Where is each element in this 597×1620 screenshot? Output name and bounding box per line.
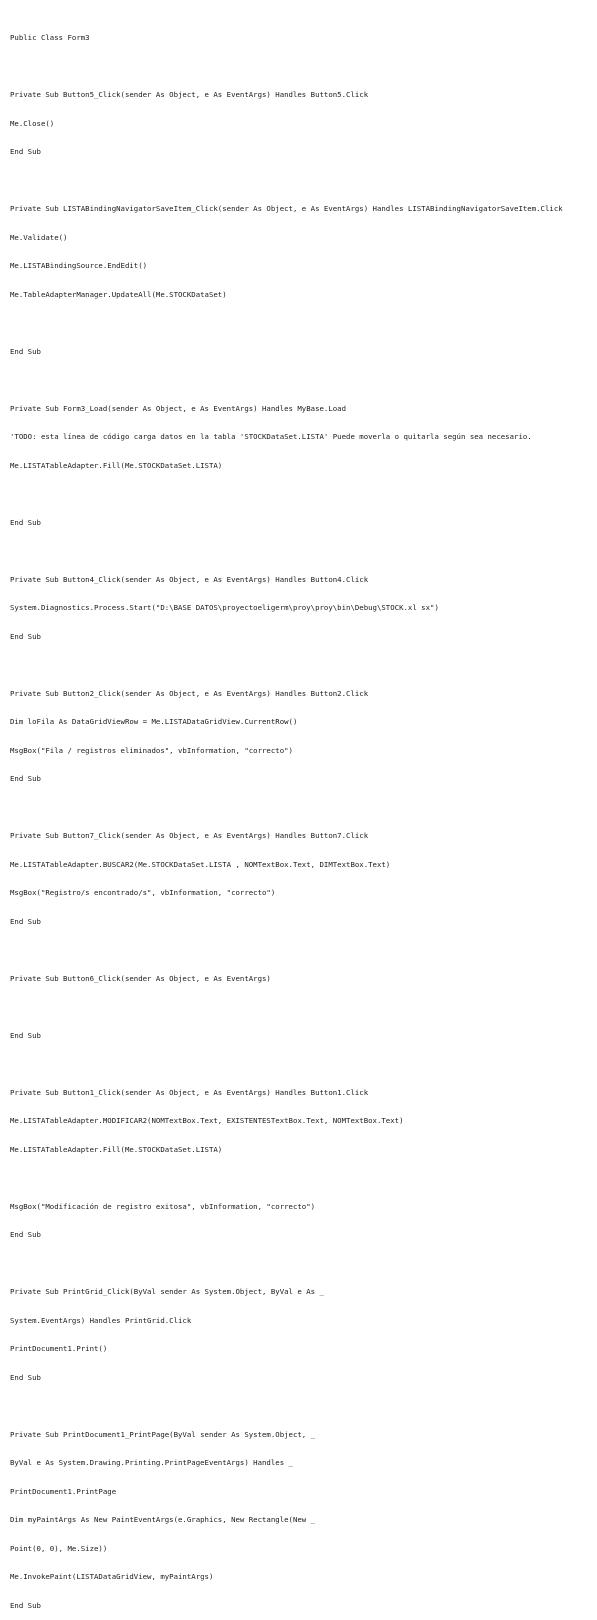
code-line: Public Class Form3 <box>10 33 90 42</box>
blank-line <box>10 803 590 813</box>
blank-line <box>10 660 590 670</box>
code-line: Private Sub PrintDocument1_PrintPage(ByVal sender As System.Object, _ <box>10 1429 316 1439</box>
code-line: End Sub <box>10 774 41 783</box>
blank-line <box>10 375 590 385</box>
code-line: PrintDocument1.PrintPage <box>10 1486 117 1496</box>
blank-line <box>10 945 590 955</box>
code-line: Private Sub Button6_Click(sender As Object, e As EventArgs) <box>10 973 271 983</box>
code-line: Private Sub Button4_Click(sender As Object, e As EventArgs) Handles Button4.Click <box>10 574 369 584</box>
code-line: System.EventArgs) Handles PrintGrid.Click <box>10 1315 192 1325</box>
code-line: MsgBox("Fila / registros eliminados", vbInformation, "correcto") <box>10 745 293 755</box>
code-line: Private Sub Button2_Click(sender As Object, e As EventArgs) Handles Button2.Click <box>10 688 369 698</box>
code-line: Dim loFila As DataGridViewRow = Me.LISTADataGridView.CurrentRow() <box>10 717 298 726</box>
blank-line <box>10 489 590 499</box>
code-line: Me.LISTATableAdapter.Fill(Me.STOCKDataSet.LISTA) <box>10 1144 223 1154</box>
code-line: Me.TableAdapterManager.UpdateAll(Me.STOCKDataSet) <box>10 289 227 299</box>
code-line: Private Sub PrintGrid_Click(ByVal sender As System.Object, ByVal e As _ <box>10 1287 324 1296</box>
code-line: Private Sub Form3_Load(sender As Object, e As EventArgs) Handles MyBase.Load <box>10 403 347 413</box>
code-line: MsgBox("Registro/s encontrado/s", vbInformation, "correcto") <box>10 888 276 897</box>
code-line: End Sub <box>10 1030 41 1040</box>
code-line: End Sub <box>10 631 41 641</box>
code-line: Me.InvokePaint(LISTADataGridView, myPaintArgs) <box>10 1572 214 1581</box>
blank-line <box>10 1259 590 1269</box>
code-line: End Sub <box>10 1372 41 1382</box>
code-line: Private Sub Button1_Click(sender As Object, e As EventArgs) Handles Button1.Click <box>10 1087 369 1097</box>
code-line: Me.Close() <box>10 118 55 128</box>
code-line: Private Sub Button5_Click(sender As Object, e As EventArgs) Handles Button5.Click <box>10 90 369 99</box>
code-line: Dim myPaintArgs As New PaintEventArgs(e.Graphics, New Rectangle(New _ <box>10 1515 316 1524</box>
code-line: Me.LISTATableAdapter.Fill(Me.STOCKDataSet.LISTA) <box>10 460 223 470</box>
code-line: End Sub <box>10 517 41 527</box>
code-line: Me.Validate() <box>10 232 68 242</box>
code-line: Me.LISTABindingSource.EndEdit() <box>10 261 148 270</box>
blank-line <box>10 546 590 556</box>
blank-line <box>10 1401 590 1411</box>
code-comment-line: 'TODO: esta línea de código carga datos en la tabla 'STOCKDataSet.LISTA' Puede moverla o quitarla según sea necesario. <box>10 432 532 441</box>
code-line: End Sub <box>10 147 41 156</box>
code-line: Me.LISTATableAdapter.BUSCAR2(Me.STOCKDataSet.LISTA , NOMTextBox.Text, DIMTextBox.Text) <box>10 859 391 869</box>
code-line: Me.LISTATableAdapter.MODIFICAR2(NOMTextBox.Text, EXISTENTESTextBox.Text, NOMTextBox.Text) <box>10 1116 404 1125</box>
code-line: PrintDocument1.Print() <box>10 1344 108 1353</box>
blank-line <box>10 1002 590 1012</box>
blank-line <box>10 62 590 72</box>
code-line: End Sub <box>10 346 41 356</box>
code-line: System.Diagnostics.Process.Start("D:\BASE DATOS\proyectoeligerm\proy\proy\bin\Debug\STOCK.xl sx") <box>10 603 439 612</box>
code-line: Private Sub LISTABindingNavigatorSaveItem_Click(sender As Object, e As EventArgs) Handles LISTABindingNavigatorSaveItem.Click <box>10 204 563 213</box>
code-line: Private Sub Button7_Click(sender As Object, e As EventArgs) Handles Button7.Click <box>10 831 369 840</box>
blank-line <box>10 176 590 186</box>
code-line: MsgBox("Modificación de registro exitosa", vbInformation, "correcto") <box>10 1201 316 1211</box>
code-line: ByVal e As System.Drawing.Printing.PrintPageEventArgs) Handles _ <box>10 1458 293 1467</box>
code-line: End Sub <box>10 1600 41 1610</box>
code-line: End Sub <box>10 1230 41 1239</box>
code-line: Point(0, 0), Me.Size)) <box>10 1543 108 1553</box>
blank-line <box>10 1173 590 1183</box>
code-listing <box>10 14 590 1620</box>
blank-line <box>10 318 590 328</box>
code-line: End Sub <box>10 916 41 926</box>
blank-line <box>10 1059 590 1069</box>
